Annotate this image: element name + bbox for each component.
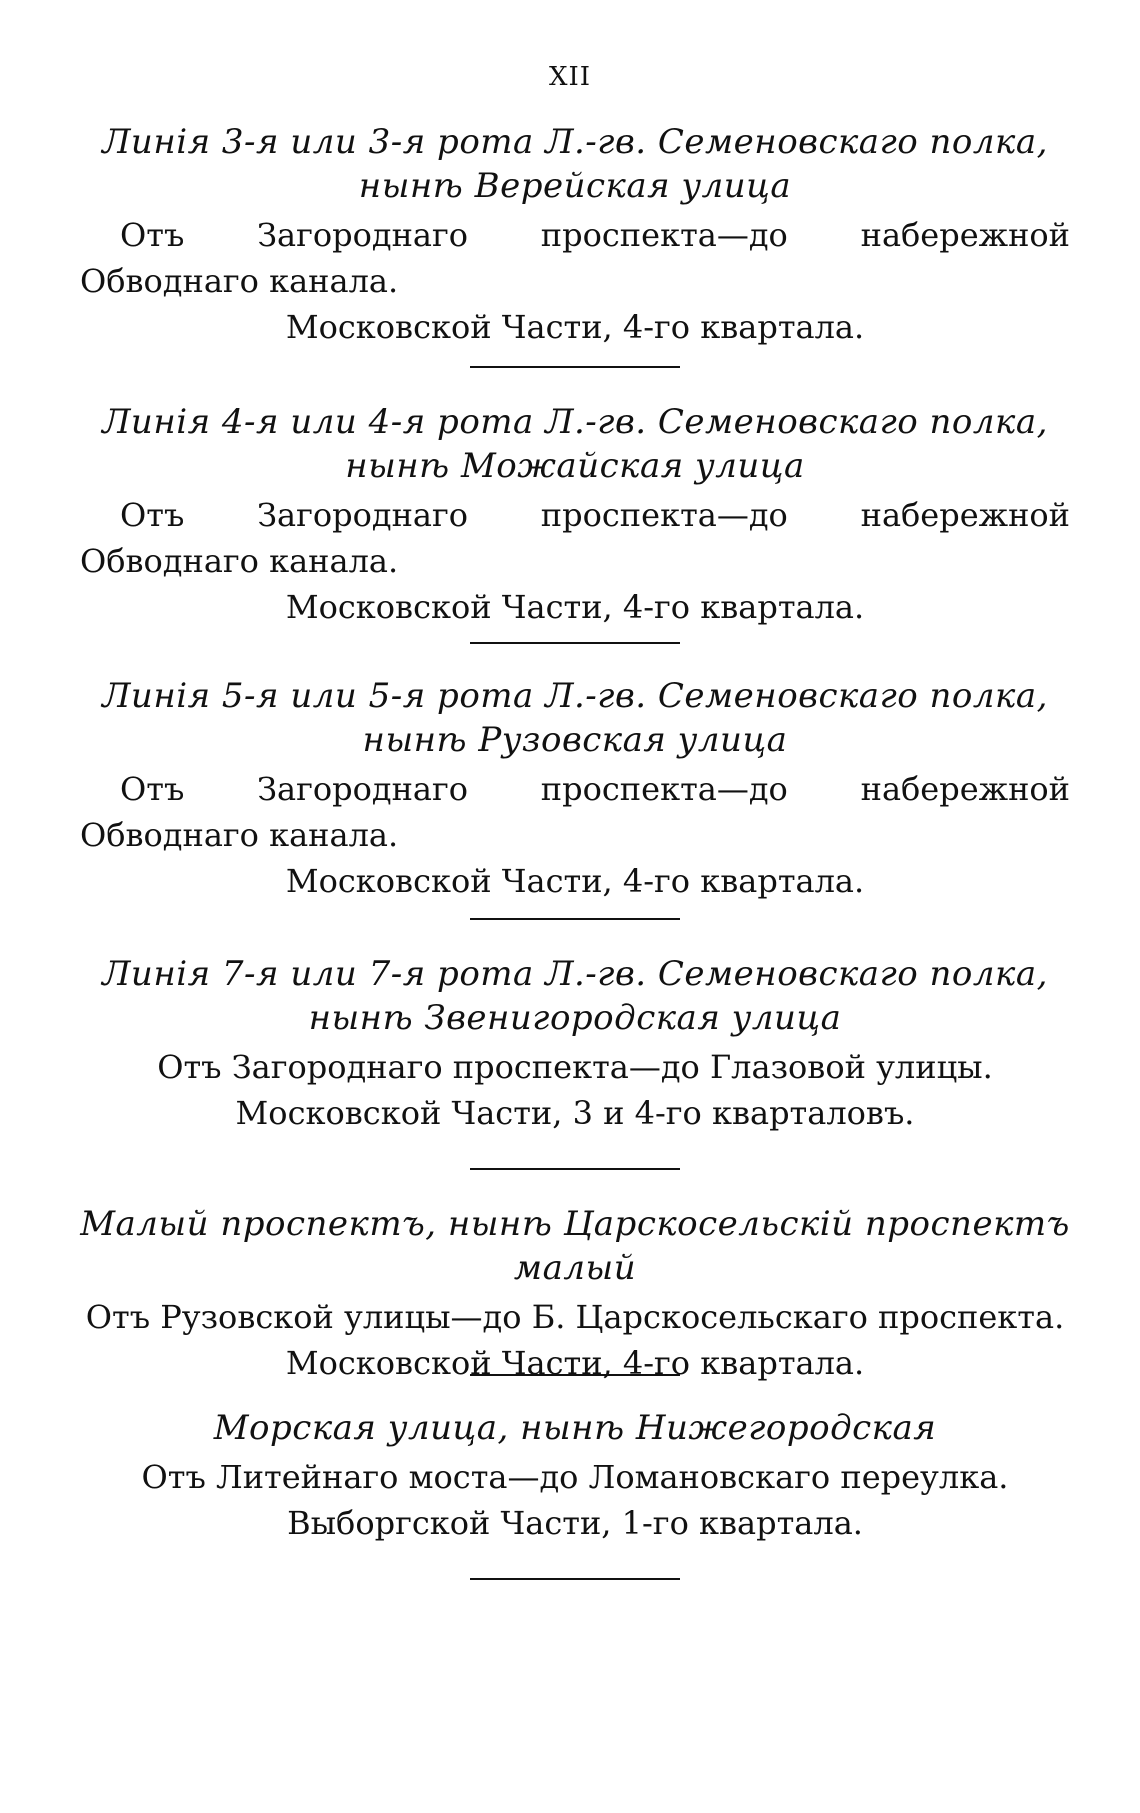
street-entry-2 (80, 400, 1070, 630)
street-entry-4 (80, 952, 1070, 1136)
entry-heading-line1: Линія 3-я или 3-я рота Л.-гв. Семеновскаго полка, (102, 122, 1048, 162)
entry-description: Отъ Рузовской улицы—до Б. Царскосельскаго проспекта. (85, 1298, 1065, 1336)
entry-heading-line1: Линія 7-я или 7-я рота Л.-гв. Семеновскаго полка, (102, 954, 1048, 994)
street-entry-1 (80, 120, 1070, 350)
entry-heading-line2: нынѣ Рузовская улица (362, 720, 788, 760)
entry-description (80, 212, 1070, 304)
entry-description (80, 766, 1070, 858)
entry-heading-line2: нынѣ Можайская улица (345, 446, 805, 486)
entry-heading-line1: Малый проспектъ, нынѣ Царскосельскій проспектъ малый (80, 1204, 1070, 1288)
section-divider (470, 1578, 680, 1580)
entry-district: Выборгской Части, 1-го квартала. (287, 1504, 863, 1542)
section-divider (470, 1374, 680, 1376)
entry-description-text: Отъ Загороднаго проспекта—до набережной Обводнаго канала. (80, 496, 1070, 580)
entry-district: Московской Части, 4-го квартала. (285, 588, 865, 626)
entry-description (80, 492, 1070, 584)
page-number: XII (548, 62, 592, 92)
entry-description: Отъ Загороднаго проспекта—до Глазовой улицы. (157, 1048, 993, 1086)
section-divider (470, 918, 680, 920)
entry-description-text: Отъ Загороднаго проспекта—до набережной Обводнаго канала. (80, 216, 1070, 300)
section-divider (470, 1168, 680, 1170)
entry-description-text: Отъ Загороднаго проспекта—до набережной Обводнаго канала. (80, 770, 1070, 854)
section-divider (470, 642, 680, 644)
entry-heading-line1: Линія 5-я или 5-я рота Л.-гв. Семеновскаго полка, (102, 676, 1048, 716)
street-entry-6 (80, 1406, 1070, 1546)
section-divider (470, 366, 680, 368)
entry-heading-line2: нынѣ Звенигородская улица (308, 998, 842, 1038)
street-entry-5 (80, 1202, 1070, 1386)
entry-district: Московской Части, 3 и 4-го кварталовъ. (235, 1094, 915, 1132)
entry-district: Московской Части, 4-го квартала. (285, 308, 865, 346)
entry-heading-line1: Линія 4-я или 4-я рота Л.-гв. Семеновскаго полка, (102, 402, 1048, 442)
street-entry-3 (80, 674, 1070, 904)
entry-district: Московской Части, 4-го квартала. (285, 1344, 865, 1382)
entry-description: Отъ Литейнаго моста—до Ломановскаго переулка. (141, 1458, 1009, 1496)
entry-heading-line1: Морская улица, нынѣ Нижегородская (213, 1408, 937, 1448)
entry-heading-line2: нынѣ Верейская улица (358, 166, 792, 206)
entry-district: Московской Части, 4-го квартала. (285, 862, 865, 900)
